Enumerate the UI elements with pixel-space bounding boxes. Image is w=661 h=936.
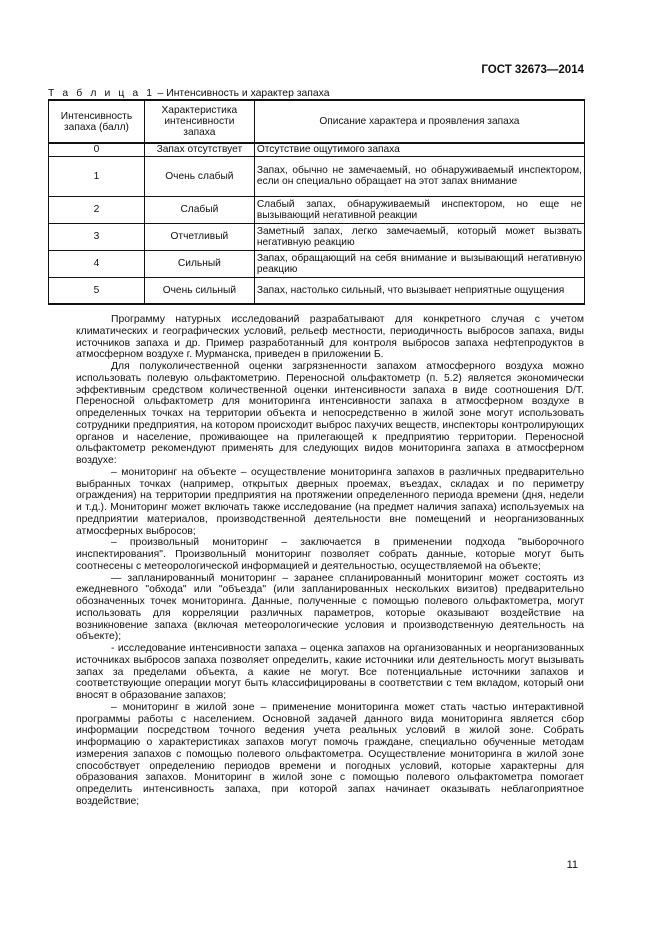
cell-description: Запах, настолько сильный, что вызывает неприятные ощущения bbox=[254, 277, 584, 304]
table-caption bbox=[48, 88, 330, 99]
table-row bbox=[49, 196, 585, 223]
cell-level: Сильный bbox=[144, 250, 254, 277]
page-number: 11 bbox=[566, 859, 578, 871]
paragraph: – мониторинг в жилой зоне – применение мониторинга может стать частью интерактивной программы работы с населением. Основной задачей данного вида мониторинга является сбор информации посредством точного ведения учета реальных условий в жилой зоне. Собрать информацию о характеристиках запахов могут помочь граждане, специально обученные методам измерения запахов с помощью полевого ольфактометра. Осуществление мониторинга в жилой зоне способствует определению периодов времени и погодных условий, которые характерны для образования запахов. Мониторинг в жилой зоне с помощью полевого ольфактометра помогает определить интенсивность запаха, при которой запах начинает оказывать неблагоприятное воздействие; bbox=[76, 701, 584, 807]
cell-score: 5 bbox=[49, 277, 145, 304]
paragraph: – произвольный мониторинг – заключается в применении подхода "выборочного инспектирования". Произвольный мониторинг позволяет собрать данные, которые могут быть соотнесены с метеорологической информацией и деятельностью, осуществляемой на объекте; bbox=[76, 537, 584, 572]
table-row bbox=[49, 223, 585, 250]
paragraph: Программу натурных исследований разрабатывают для конкретного случая с учетом климатических и географических условий, рельеф местности, периодичность выбросов запаха, виды источников запаха и др. Пример разработанный для контроля выбросов запаха нефтепродуктов в атмосферном воздухе г. Мурманска, приведен в приложении Б. bbox=[76, 314, 584, 361]
document-code: ГОСТ 32673—2014 bbox=[481, 64, 584, 76]
cell-score: 2 bbox=[49, 196, 145, 223]
cell-level: Отчетливый bbox=[144, 223, 254, 250]
paragraph: Для полуколичественной оценки загрязненности запахом атмосферного воздуха можно использовать полевую ольфактометрию. Переносной ольфактометр (п. 5.2) является экономически эффективным средством количественной оценки интенсивности запаха в виде соотношения D/T. Переносной ольфактометр для мониторинга интенсивности запаха в атмосферном воздухе в определенных точках на территории объекта и непосредственно в жилой зоне могут использовать сотрудники предприятия, на котором происходит выброс пахучих веществ, инспекторы контролирующих органов и население, проживающее на прилегающей к предприятию территории. Переносной ольфактометр рекомендуют применять для следующих видов мониторинга запаха в атмосферном воздухе: bbox=[76, 361, 584, 466]
table-row bbox=[49, 250, 585, 277]
table-caption-label: Т а б л и ц а 1 bbox=[48, 88, 155, 99]
cell-score: 1 bbox=[49, 156, 145, 196]
table-row bbox=[49, 156, 585, 196]
table-row bbox=[49, 143, 585, 156]
table-row bbox=[49, 277, 585, 304]
paragraph: — запланированный мониторинг – заранее спланированный мониторинг может состоять из ежедневного "обхода" или "объезда" (или запланированных нескольких визитов) предварительно обозначенных точек мониторинга. Данные, полученные с помощью полевого ольфактометра, могут использовать для корреляции различных параметров, которые оказывают воздействие на возникновение запаха (включая метеорологические условия и производственную деятельность на объекте); bbox=[76, 572, 584, 643]
cell-score: 4 bbox=[49, 250, 145, 277]
cell-description: Слабый запах, обнаруживаемый инспектором, но еще не вызывающий негативной реакции bbox=[254, 196, 584, 223]
cell-level: Слабый bbox=[144, 196, 254, 223]
odor-intensity-table bbox=[48, 99, 585, 305]
cell-level: Запах отсутствует bbox=[144, 143, 254, 156]
paragraph: – мониторинг на объекте – осуществление мониторинга запахов в различных предварительно выбранных точках (например, открытых дверных проемах, въездах, складах и по периметру ограждения) на территории предприятия на протяжении определенного периода времени (дня, недели и т.д.). Мониторинг может включать также исследование (на предмет наличия запаха) используемых на предприятии материалов, производственной деятельности вне помещений и неорганизованных атмосферных выбросов; bbox=[76, 466, 584, 537]
table-header-row bbox=[49, 100, 585, 143]
cell-description: Заметный запах, легко замечаемый, который может вызвать негативную реакцию bbox=[254, 223, 584, 250]
cell-description: Запах, обычно не замечаемый, но обнаруживаемый инспектором, если он специально обращает на этот запах внимание bbox=[254, 156, 584, 196]
cell-level: Очень сильный bbox=[144, 277, 254, 304]
column-header-score: Интенсивность запаха (балл) bbox=[49, 100, 145, 143]
cell-score: 3 bbox=[49, 223, 145, 250]
cell-description: Запах, обращающий на себя внимание и вызывающий негативную реакцию bbox=[254, 250, 584, 277]
cell-description: Отсутствие ощутимого запаха bbox=[254, 143, 584, 156]
cell-score: 0 bbox=[49, 143, 145, 156]
column-header-level: Характеристика интенсивности запаха bbox=[144, 100, 254, 143]
cell-level: Очень слабый bbox=[144, 156, 254, 196]
body-text bbox=[76, 314, 584, 808]
column-header-description: Описание характера и проявления запаха bbox=[254, 100, 584, 143]
paragraph: - исследование интенсивности запаха – оценка запахов на организованных и неорганизованных источниках выбросов запаха позволяет определить, какие источники или деятельность могут вызывать запах за пределами объекта, а какие не могут. Все потенциальные источники запахов и соответствующие операции могут быть классифицированы в соответствии с тем вкладом, который они вносят в образование запахов; bbox=[76, 643, 584, 701]
table-caption-title: – Интенсивность и характер запаха bbox=[154, 88, 330, 99]
